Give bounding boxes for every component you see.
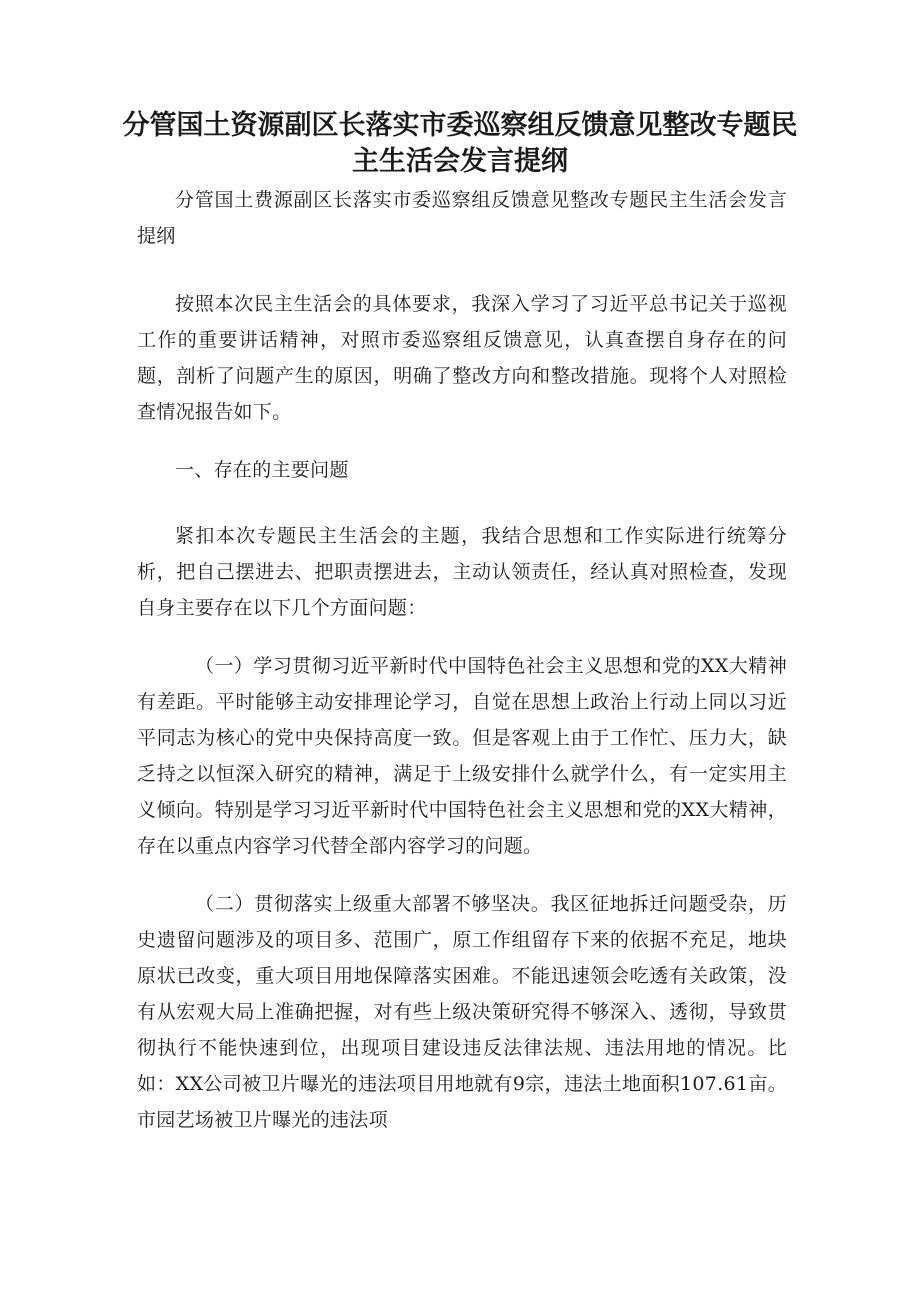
section-heading: 一、存在的主要问题 [175,459,349,481]
problem-item-1: （一）学习贯彻习近平新时代中国特色社会主义思想和党的XX大精神有差距。平时能够主动安排理论学习，自觉在思想上政治上行动上同以习近平同志为核心的党中央保持高度一致。但是客观上由于工作忙、压力大，缺乏持之以恒深入研究的精神，满足于上级安排什么就学什么，有一定实用主义倾向。特别是学习习近平新时代中国特色社会主义思想和党的XX大精神，存在以重点内容学习代替全部内容学习的问题。 [137,655,787,857]
section-intro-paragraph: 紧扣本次专题民主生活会的主题，我结合思想和工作实际进行统筹分析，把自己摆进去、把职责摆进去，主动认领责任，经认真对照检查，发现自身主要存在以下几个方面问题： [137,525,787,619]
document-title: 分管国土资源副区长落实市委巡察组反馈意见整改专题民主生活会发言提纲 [122,110,798,177]
intro-paragraph: 按照本次民主生活会的具体要求，我深入学习了习近平总书记关于巡视工作的重要讲话精神，对照市委巡察组反馈意见，认真查摆自身存在的问题，剖析了问题产生的原因，明确了整改方向和整改措施。现将个人对照检查情况报告如下。 [137,293,787,423]
problem-item-2: （二）贯彻落实上级重大部署不够坚决。我区征地拆迁问题受杂，历史遗留问题涉及的项目多、范围广，原工作组留存下来的依据不充足，地块原状已改变，重大项目用地保障落实困难。不能迅速领会吃透有关政策，没有从宏观大局上准确把握，对有些上级决策研究得不够深入、透彻，导致贯彻执行不能快速到位，出现项目建设违反法律法规、违法用地的情况。比如：XX公司被卫片曝光的违法项目用地就有9宗，违法土地面积107.61亩。市园艺场被卫片曝光的违法项 [137,893,787,1131]
document-subtitle: 分管国土费源副区长落实市委巡察组反馈意见整改专题民主生活会发言提纲 [137,189,787,247]
